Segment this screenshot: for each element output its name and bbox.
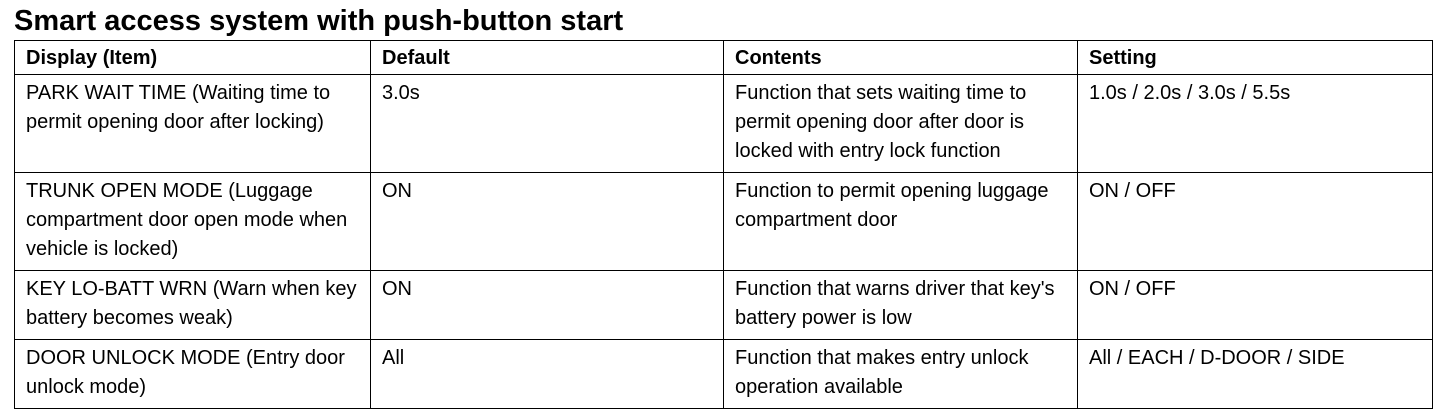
cell-default: All (371, 340, 724, 409)
cell-item: PARK WAIT TIME (Waiting time to permit opening door after locking) (15, 75, 371, 173)
page-title: Smart access system with push-button start (14, 5, 624, 37)
header-display-item: Display (Item) (15, 41, 371, 75)
cell-default: ON (371, 173, 724, 271)
table-header-row (15, 41, 1433, 75)
settings-table (14, 40, 1433, 409)
cell-setting: ON / OFF (1078, 271, 1433, 340)
table-row (15, 340, 1433, 409)
cell-setting: 1.0s / 2.0s / 3.0s / 5.5s (1078, 75, 1433, 173)
table-row (15, 75, 1433, 173)
cell-item: KEY LO-BATT WRN (Warn when key battery becomes weak) (15, 271, 371, 340)
table-row (15, 271, 1433, 340)
cell-default: ON (371, 271, 724, 340)
table-row (15, 173, 1433, 271)
cell-default: 3.0s (371, 75, 724, 173)
header-contents: Contents (724, 41, 1078, 75)
cell-contents: Function that warns driver that key's battery power is low (724, 271, 1078, 340)
cell-contents: Function to permit opening luggage compartment door (724, 173, 1078, 271)
cell-item: TRUNK OPEN MODE (Luggage compartment door open mode when vehicle is locked) (15, 173, 371, 271)
header-setting: Setting (1078, 41, 1433, 75)
cell-setting: ON / OFF (1078, 173, 1433, 271)
cell-setting: All / EACH / D-DOOR / SIDE (1078, 340, 1433, 409)
header-default: Default (371, 41, 724, 75)
cell-contents: Function that sets waiting time to permit opening door after door is locked with entry lock function (724, 75, 1078, 173)
cell-item: DOOR UNLOCK MODE (Entry door unlock mode) (15, 340, 371, 409)
cell-contents: Function that makes entry unlock operation available (724, 340, 1078, 409)
